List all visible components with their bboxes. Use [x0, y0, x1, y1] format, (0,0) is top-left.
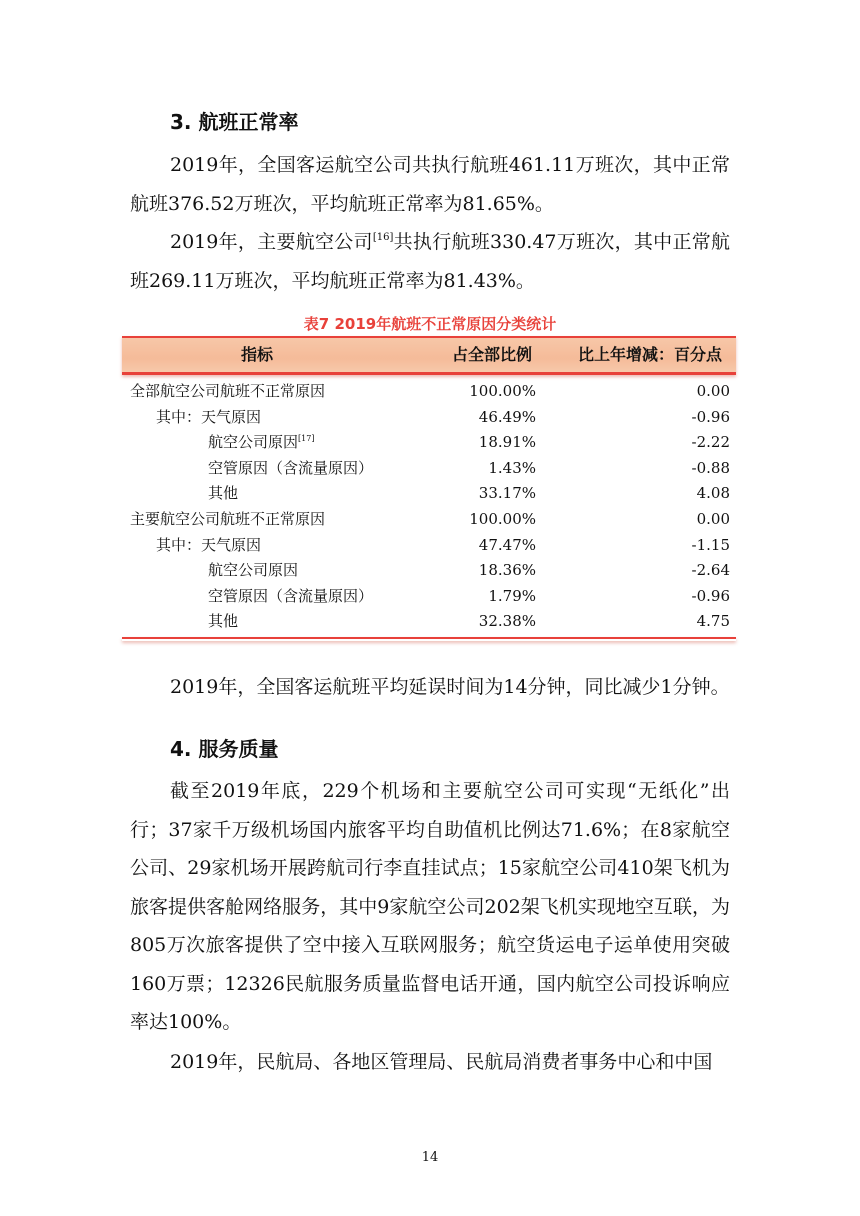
row-change: -1.15 [691, 535, 730, 554]
row-share: 33.17% [478, 484, 536, 503]
row-change: 0.00 [696, 382, 730, 400]
row-label-text: 空管原因（含流量原因） [208, 458, 374, 477]
row-change: 4.08 [696, 484, 730, 503]
section-4-paragraph-2: 2019年，民航局、各地区管理局、民航局消费者事务中心和中国 [170, 1051, 713, 1073]
page-number: 14 [421, 1150, 439, 1165]
table-row [122, 405, 736, 431]
footnote-ref: [16] [372, 232, 394, 243]
row-share: 18.91% [478, 433, 536, 452]
row-share: 100.00% [469, 382, 536, 400]
table-row [122, 558, 736, 584]
row-label-text: 航空公司原因 [208, 433, 299, 452]
table-row [122, 533, 736, 559]
row-label [156, 405, 261, 431]
row-label-text: 全部航空公司航班不正常原因 [130, 382, 326, 400]
row-label-text: 其他 [208, 484, 239, 503]
row-share: 47.47% [478, 535, 536, 554]
row-label-text: 其他 [208, 612, 239, 631]
table-body [122, 375, 736, 635]
row-label-text: 其中：天气原因 [156, 407, 262, 426]
row-share: 32.38% [478, 612, 536, 631]
row-label [156, 533, 261, 559]
table-row [122, 609, 736, 635]
footnote-ref: [17] [298, 434, 315, 444]
row-label [208, 584, 373, 610]
table-header [122, 336, 736, 375]
row-share: 46.49% [478, 407, 536, 426]
table-caption: 表7 2019年航班不正常原因分类统计 [303, 315, 557, 333]
row-label [208, 609, 238, 635]
column-header-share: 占全部比例 [451, 345, 532, 364]
section-4-heading: 4. 服务质量 [170, 737, 279, 761]
section-3-paragraph-2 [130, 223, 730, 300]
table-row [122, 481, 736, 507]
table-bottom-rule [122, 637, 736, 641]
row-label-text: 空管原因（含流量原因） [208, 586, 374, 605]
paragraph-text: 2019年，主要航空公司 [170, 231, 373, 253]
row-share: 1.43% [488, 458, 536, 477]
row-label [130, 507, 325, 533]
row-label [208, 456, 373, 482]
table-row [122, 507, 736, 533]
delay-paragraph: 2019年，全国客运航班平均延误时间为14分钟，同比减少1分钟。 [170, 676, 730, 698]
row-share: 1.79% [488, 586, 536, 605]
column-header-change: 比上年增减：百分点 [577, 345, 722, 364]
row-change: -0.96 [691, 407, 730, 426]
row-label [130, 379, 325, 405]
row-share: 100.00% [469, 509, 536, 528]
table-row [122, 456, 736, 482]
row-label [208, 558, 298, 584]
row-change: -2.64 [691, 561, 730, 580]
delay-causes-table [122, 336, 736, 641]
column-header-indicator: 指标 [240, 345, 273, 364]
row-change: 0.00 [696, 509, 730, 528]
row-change: 4.75 [696, 612, 730, 631]
section-3-paragraph-1: 2019年，全国客运航空公司共执行航班461.11万班次，其中正常航班376.52万班次，平均航班正常率为81.65%。 [130, 154, 730, 215]
row-share: 18.36% [478, 561, 536, 580]
row-label [208, 481, 238, 507]
row-change: -0.96 [691, 586, 730, 605]
row-change: -0.88 [691, 458, 730, 477]
row-label-text: 航空公司原因 [208, 561, 299, 580]
section-4-paragraph-1: 截至2019年底，229个机场和主要航空公司可实现“无纸化”出行；37家千万级机场国内旅客平均自助值机比例达71.6%；在8家航空公司、29家机场开展跨航司行李直挂试点；15家航空公司410架飞机为旅客提供客舱网络服务，其中9家航空公司202架飞机实现地空互联，为805万次旅客提供了空中接入互联网服务；航空货运电子运单使用突破160万票；12326民航服务质量监督电话开通，国内航空公司投诉响应率达100%。 [130, 780, 730, 1033]
table-row [122, 584, 736, 610]
row-change: -2.22 [691, 433, 730, 452]
row-label-text: 主要航空公司航班不正常原因 [130, 509, 326, 528]
table-row [122, 430, 736, 456]
table-row [122, 379, 736, 405]
row-label [208, 430, 314, 456]
section-3-heading: 3. 航班正常率 [170, 110, 299, 134]
row-label-text: 其中：天气原因 [156, 535, 262, 554]
paragraph-text: 共执行航班330.47万班次，其中正常航班269.11万班次，平均航班正常率为81.43%。 [130, 231, 730, 292]
